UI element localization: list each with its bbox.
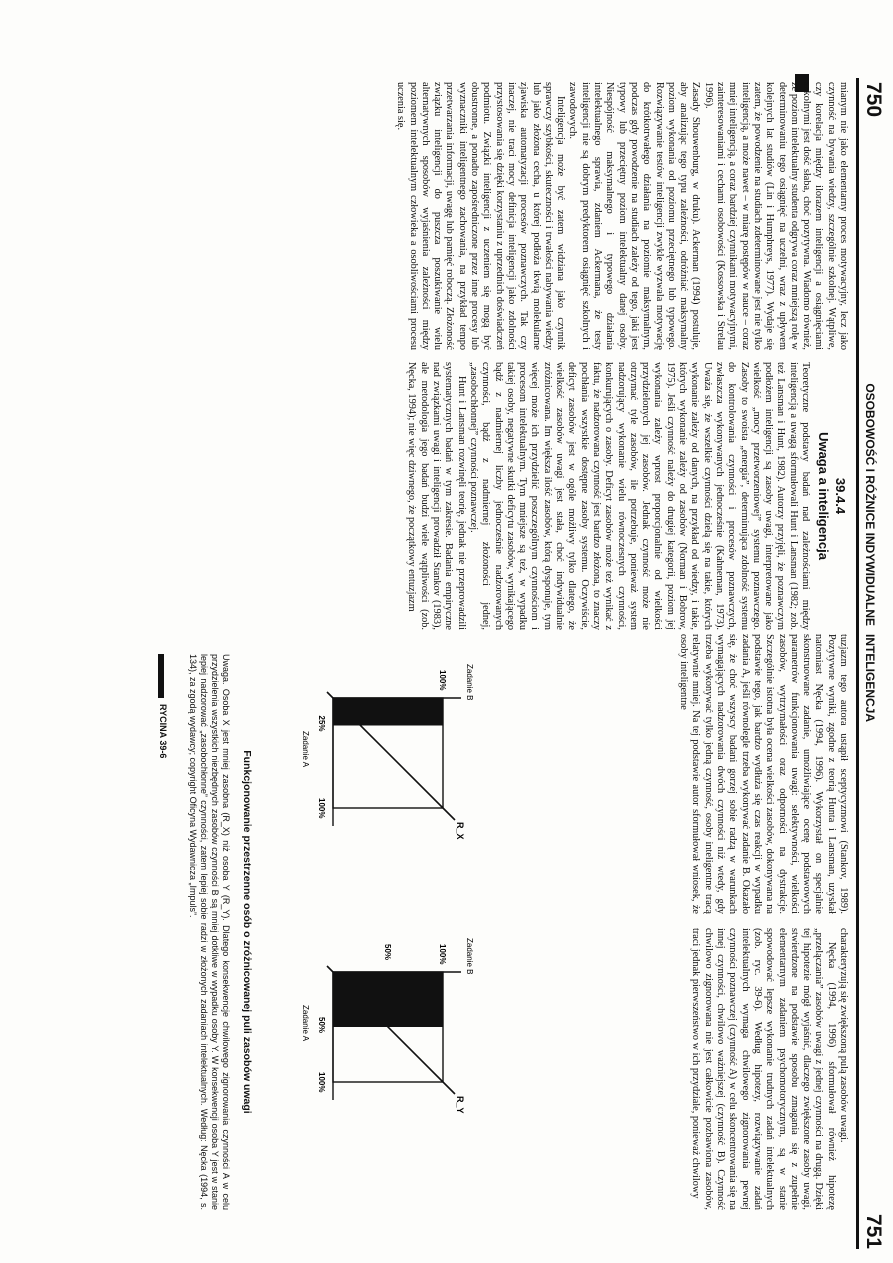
figure-label: RYCINA 39-6 (158, 704, 168, 759)
axis-a-label: Zadanie A (301, 1005, 310, 1042)
ignored-share-block (333, 972, 443, 1027)
page-number: 751 (862, 1213, 885, 1249)
axis-b-tick-label: 50% (383, 944, 392, 961)
page-number: 750 (862, 82, 885, 118)
axis-b-label: Zadanie B (465, 938, 474, 975)
text-column-left-1 (394, 82, 849, 350)
text-column-left-2 (405, 362, 849, 630)
figure-caption: Uwaga. Osoba X jest mniej zasobna (R_X) niż osoba Y (R_Y). Dlatego konsekwencje chwilowego zignorowania czynności A w celu przydzielenia wszystkich niezbędnych zasobów czynności B są mniej dotkliwe w wypadku osoby Y. W konsekwencji osoba Y jest w stanie lepiej nadzorować „zasobochłonne” czynności, zatem lepiej sobie radzi w złożonych zadaniach intelektualnych. Według: Nęcka (1994, s. 134), za zgodą wydawcy; copyright Oficyna Wydawnicza „Impuls”. (188, 654, 231, 1210)
axis-b-tick-label: 100% (438, 944, 447, 965)
right-page (0, 632, 893, 1263)
paragraph: mianym nie jako elementarny proces motywacyjny, lecz jako czynność na bywania wiedzy, szczególnie szkolnej. Wątpliwe, czy korelacja między ilorazem inteligencji a osiągnięciami szkolnymi jest dość słaba, choć pozytywna. Wiadomo również, że poziom intelektualny studenta odgrywa coraz mniejszą rolę w determinowaniu tego osiągnięć na uczelni, wraz z upływem kolejnych lat studiów (Lin i Humphreys, 1977). Wydaje się zatem, że powodzenie na studiach zdeterminowane jest nie tylko inteligencją, a może nawet – w miarę postępów w nauce – coraz mniej inteligencją, a coraz bardziej czynnikami motywacyjnymi, zainteresowaniami i cechami osobowości (Kossowska i Strelau 1996). (702, 82, 849, 350)
section-title: Uwaga a inteligencja (816, 432, 831, 560)
axis-a-tick-label: 100% (317, 798, 326, 819)
paragraph: Hunt i Lansman rozwinęli teorię, jednak nie przeprowadzili systematycznych badań w tym zakresie. Badania empiryczne nad związkami uwagi i inteligencji prowadził Stankov (1983), ale metodologia jego badań budzi wiele wątpliwości (zob. Nęcka, 1994); nie więc dziwnego, że początkowy entuzjazm (406, 362, 467, 630)
paragraph: charakteryzują się zwiększoną pulą zasobów uwagi. (838, 928, 849, 1143)
paragraph: Teoretyczne podstawy badań nad zależnościami między inteligencją a uwagą sformułowali Hunt i Lansman (1982; zob. też Lansman i Hunt, 1982). Autorzy przyjęli, że poznawczym podłożem inteligencji są zasoby uwagi, interpretowane jako wielkość „mocy przetworzeniowej” systemu poznawczego. Zasoby to swoista „energia”, determinująca zdolność systemu do kontrolowania czynności i procesów poznawczych, zwłaszcza wykonywanych jednocześnie (Kahneman, 1973). Uważa się, że wszelkie czynności dzielą się na takie, których wykonanie zależy od danych, na przykład od wiedzy, i takie, których wykonanie zależy od zasobów (Norman i Bobrow, 1975). Jeśli czynność należy do drugiej kategorii, poziom jej wykonania zależy wprost proporcjonalnie od wielkości przydzielonych jej zasobów. Jednak czynność może nie otrzymać tyle zasobów, ile potrzebuje, ponieważ system nadzorujący wykonanie wielu równoczesnych czynności, konkurujących o zasoby. Deficyt zasobów może też wynikać z faktu, że nadzorowana czynność jest bardzo złożona, to znaczy pochłania wszystkie dostępne zasoby systemu. Oczywiście, deficyt zasobów jest w ogóle możliwy tylko dlatego, że wielkość zasobów uwagi jest stała, choć indywidualnie zróżnicowana. Im większa ilość zasobów, którą dysponuje, tym więcej może ich przydzielić poszczególnym czynnościom i procesom intelektualnym. Tym mniejsze są też, w wypadku takiej osoby, negatywne skutki deficytu zasobów, wynikającego bądź z nadmiernej liczby jednocześnie nadzorowanych czynności, bądź z nadmiernej złożoności jednej, „zasobochłonnej” czynności poznawczej. (467, 362, 811, 630)
figure-panel-x (273, 658, 483, 938)
figure-label-bar (158, 654, 164, 698)
paragraph: Zasady Shouwenburg, w druku). Ackerman (1994) postuluje, aby analizując tego typu zależności, odróżniać maksymalny poziom wykonania od poziomu przeciętnego lub typowego. Rozwiązywanie testów inteligencji zwykle wyzwala motywację do krótkotrwałego działania na poziomie maksymalnym, podczas gdy powodzenie na studiach zależy od tego, jaki jest typowy lub przeciętny poziom intelektualny danej osoby. Niespójność maksymalnego i typowego działania intelektualnego sprawia, zdaniem Ackermana, że testy inteligencji nie są dobrym predyktorem osiągnięć szkolnych i zawodowych. (567, 82, 702, 350)
figure-title: Funkcjonowanie przestrzenne osób o zróżnicowanej puli zasobów uwagi (241, 750, 253, 1114)
axis-a-label: Zadanie A (301, 731, 310, 768)
text-column-right-1 (677, 634, 849, 914)
paragraph: Nęcka (1994, 1996) sformułował również hipotezę „przelączania” zasobów uwagi z jednej czynności na drugą. Dzięki tej hipotezie mógł wyjaśnić, dlaczego zwiększone zasoby uwagi, stwierdzone na podstawie sposobu zmagania się z zupełnie elementarnym zadaniem psychomotorycznym, są w stanie spowodować lepsze wykonanie trudnych zadań intelektualnych (zob. ryc. 39-6). Według hipotezy, rozwiązywanie zadań intelektualnych wymaga chwilowego zignorowania pewnej czynności poznawczej (czynność A) w celu skoncentrowania się na innej czynności, chwilowo ważniejszej (czynność B). Czynność chwilowo zignorowana nie jest całkowicie pozbawiona zasobów, traci jednak pierwszeństwo w ich przydziale, ponieważ chwilowy (690, 928, 837, 1210)
axis-b-tick-label: 100% (438, 670, 447, 691)
ignored-share-block (333, 698, 443, 726)
resource-label: R_X (455, 822, 465, 840)
figure-panel-y (273, 932, 483, 1212)
resource-label: R_Y (455, 1096, 465, 1114)
axis-b-label: Zadanie B (465, 664, 474, 701)
section-number: 39.4.4 (833, 477, 848, 515)
running-header: INTELIGENCJA (863, 634, 877, 723)
paragraph: tuzjazm tego autora ustąpił sceptycyzmowi (Stankov, 1989). Pozytywne wyniki, zgodne z teorią Hunta i Lansman, uzyskał natomiast Nęcka (1994, 1996). Wykorzystał on specjalnie skonstruowane zadanie, umożliwiające ocenę podstawowych parametrów funkcjonowania uwagi: selektywności, wielkości zasobów, wytrzymałości oraz odporności na dystrakcje. Szczególnie istotna była ocena wielkości zasobów, dokonywana na podstawie tego, jak bardzo wydłuża się czas reakcji w wypadku zadania A, jeśli równolegle trzeba wykonywać zadanie B. Okazało się, że choć wszyscy badani gorzej sobie radzą w warunkach wymagających nadzorowania dwóch czynności niż wtedy, gdy trzeba wykonywać tylko jedną czynność, osoby inteligentne tracą relatywnie mniej. Na tej podstawie autor sformułował wniosek, że osoby inteligentne (678, 634, 849, 914)
running-header: OSOBOWOŚĆ I RÓŻNICE INDYWIDUALNE (863, 383, 877, 626)
header-rule (856, 632, 859, 1249)
axis-a-tick-label: 100% (317, 1072, 326, 1093)
axis-a-tick-label: 25% (317, 715, 326, 732)
axis-a-tick-label: 50% (317, 1017, 326, 1034)
paragraph: Inteligencja może być zatem widziana jako czynnik sprawczy szybkości, skuteczności i trwałości nabywania wiedzy lub jako złożona cecha, u której podłoża tkwią molekularne zjawiska automatyzacji procesów poznawczych. Tak czy inaczej, nie traci mocy definicja inteligencji jako zdolności przystosowania się dzięki korzystaniu z uprzednich doświadczeń podmiotu. Związki inteligencji z uczeniem się mogą być obustronne, a ponadto zapośredniczone przez inne procesy lub wyznaczniki inteligentnego zachowania, na przykład tempo przetwarzania informacji, uwagę lub pamięć roboczą. Złożoność związku inteligencji do puszcza poszukiwanie wielu alternatywnych sposobów wyjaśnienia zależności między poziomem intelektualnym człowieka a osobliwościami procesu uczenia się. (395, 82, 567, 350)
text-column-right-2 (689, 928, 849, 1210)
header-rule (856, 78, 859, 632)
